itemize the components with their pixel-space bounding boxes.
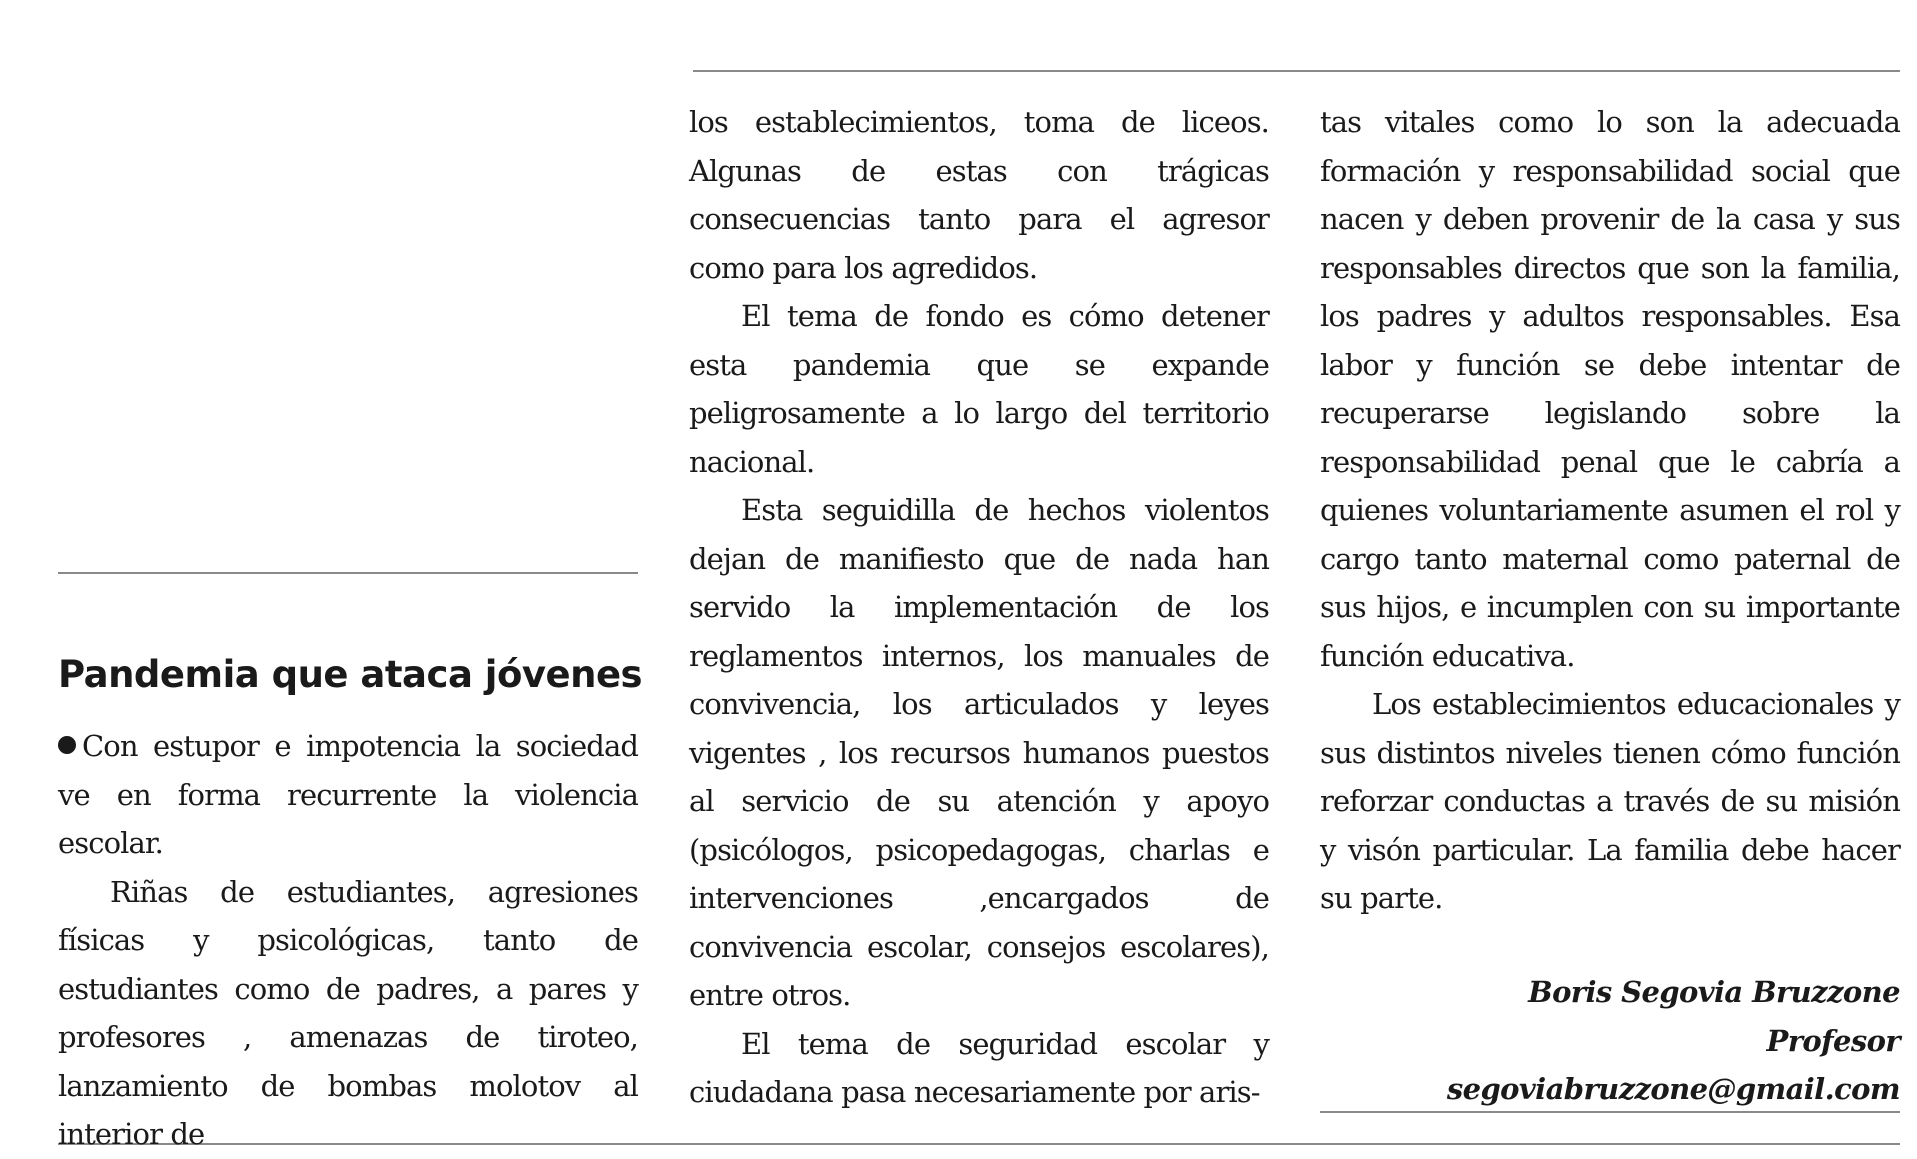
column-right <box>1320 98 1900 923</box>
author-email: segoviabruzzone@gmail.com <box>1446 1072 1900 1106</box>
author-name: Boris Segovia Bruzzone <box>1528 975 1900 1009</box>
middle-paragraph-3: Esta seguidilla de hechos violentos dejan de manifiesto que de nada han servido la implementación de los reglamentos internos, los manuales de convivencia, los articulados y leyes vigentes , los recursos humanos puestos al servicio de su atención y apoyo (psicólogos, psicopedagogas, charlas e intervenciones ,encargados de convivencia escolar, consejos escolares), entre otros. <box>689 493 1269 1012</box>
column-left <box>58 722 638 1159</box>
middle-paragraph-1: los establecimientos, toma de liceos. Algunas de estas con trágicas consecuencias tanto para el agresor como para los agredidos. <box>689 105 1269 285</box>
headline: Pandemia que ataca jóvenes <box>58 652 643 696</box>
signature <box>1320 968 1900 1114</box>
author-role: Profesor <box>1766 1023 1900 1058</box>
top-rule <box>693 70 1900 72</box>
middle-paragraph-2: El tema de fondo es cómo detener esta pandemia que se expande peligrosamente a lo largo del territorio nacional. <box>689 299 1269 479</box>
middle-paragraph-4: El tema de seguridad escolar y ciudadana pasa necesariamente por aris- <box>689 1026 1269 1109</box>
bullet-icon <box>58 736 76 754</box>
right-paragraph-1: tas vitales como lo son la adecuada formación y responsabilidad social que nacen y deben provenir de la casa y sus responsables directos que son la familia, los padres y adultos responsables. Esa labor y función se debe intentar de recuperarse legislando sobre la responsabilidad penal que le cabría a quienes voluntariamente asumen el rol y cargo tanto maternal como paternal de sus hijos, e incumplen con su importante función educativa. <box>1320 105 1900 673</box>
left-paragraph-2: Riñas de estudiantes, agresiones físicas y psicológicas, tanto de estudiantes como de padres, a pares y profesores , amenazas de tiroteo, lanzamiento de bombas molotov al interior de <box>58 874 638 1151</box>
left-paragraph-1: Con estupor e impotencia la sociedad ve en forma recurrente la violencia escolar. <box>58 729 638 860</box>
right-paragraph-2: Los establecimientos educacionales y sus distintos niveles tienen cómo función reforzar conductas a través de su misión y visón particular. La familia debe hacer su parte. <box>1320 687 1900 915</box>
headline-rule <box>58 572 638 574</box>
column-middle <box>689 98 1269 1117</box>
